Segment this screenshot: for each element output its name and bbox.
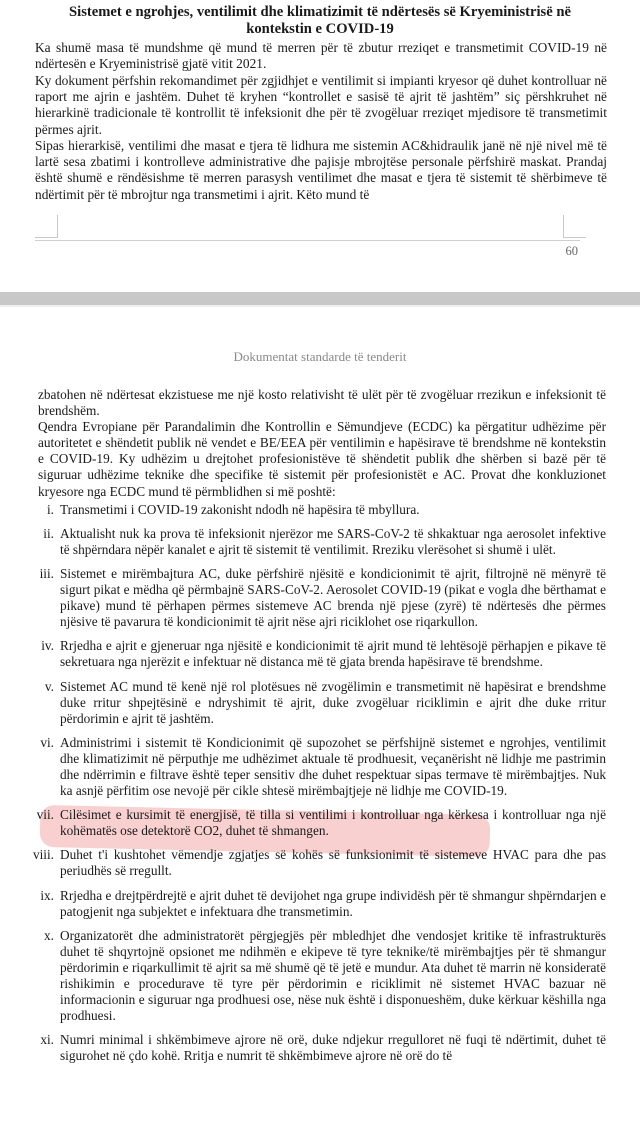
page-separator bbox=[0, 292, 640, 305]
list-item bbox=[38, 928, 606, 1025]
page-number: 60 bbox=[565, 244, 578, 258]
list-item-text: Organizatorët dhe administratorët përgjegjës për mbledhjet dhe vendosjet kritike të infrastrukturës duhet të shqyrtojnë opsionet me ndihmën e ekipeve të tyre teknike/të mirëmbajtjes për të shmangur përdorimin e riqarkullimit të ajrit sa më shumë që të jetë e mundur. Ata duhet të marrin në konsideratë rishikimin e procedurave të tyre për përdorimin e riciklimit në sistemet HVAC bazuar në informacionin e siguruar nga prodhuesi ose, nëse nuk është i disponueshëm, duke kërkuar këshilla nga prodhuesi. bbox=[60, 927, 606, 1024]
intro-paragraph: zbatohen në ndërtesat ekzistuese me një kosto relativisht të ulët për të zvogëluar rrezikun e infeksionit të brendshëm. bbox=[38, 387, 606, 419]
list-item bbox=[38, 735, 606, 799]
page-edge bbox=[0, 305, 640, 307]
document-page-61 bbox=[0, 305, 640, 1131]
list-item-number: x. bbox=[44, 927, 54, 943]
list-item-text: Administrimi i sistemit të Kondicionimit që supozohet se përfshijnë sistemet e ngrohjes, ventilimit dhe klimatizimit në përputhje me udhëzimet aktuale të prodhuesit, veçanërisht në lidhje me pastrimin dhe ndërrimin e filtrave është teper sensitiv dhe duhet respektuar sipas termave të mirëmbajtjes. Nuk ka asnjë përfitim ose nevojë për cikle shtesë mirëmbajtjeje në lidhje me COVID-19. bbox=[60, 734, 606, 799]
list-item bbox=[38, 807, 606, 839]
page-body bbox=[32, 387, 606, 1072]
list-item-number: i. bbox=[46, 501, 54, 517]
list-item-text: Sistemet AC mund të kenë një rol plotësues në zvogëlimin e transmetimit në hapësirat e brendshme duke rritur shpejtësinë e ndryshimit të ajrit, duke zvogëluar riciklimin e ajrit dhe duke rritur përdorimin e ajrit të jashtëm. bbox=[60, 678, 606, 726]
list-item-text: Aktualisht nuk ka prova të infeksionit njerëzor me SARS-CoV-2 të shkaktuar nga aerosolet infektive të shpërndara nëpër kanalet e ajrit të sistemit të ventilimit. Rreziku vlerësohet si shumë i ulët. bbox=[60, 525, 606, 557]
list-item-text: Transmetimi i COVID-19 zakonisht ndodh në hapësira të mbyllura. bbox=[60, 501, 420, 517]
list-item bbox=[38, 1032, 606, 1064]
crop-mark-right bbox=[563, 215, 586, 238]
ecdc-paragraph: Qendra Evropiane për Parandalimin dhe Kontrollin e Sëmundjeve (ECDC) ka përgatitur udhëzime për autoritetet e shëndetit publik në vendet e BE/EEA për ventilimin e hapësirave të brendshme në kontekstin e COVID-19. Ky udhëzim u drejtohet profesionistëve të shëndetit publik dhe shërben si bazë për të siguruar udhëzime teknike dhe specifike të sistemit për profesionistët e AC. Provat dhe konkluzionet kryesore nga ECDC mund të përmblidhen si më poshtë: bbox=[38, 419, 606, 499]
list-item-text: Numri minimal i shkëmbimeve ajrore në orë, duke ndjekur rregulloret në fuqi të ndërtimit, duhet të sigurohet në çdo kohë. Rritja e numrit të shkëmbimeve ajrore në orë do të bbox=[60, 1032, 606, 1064]
list-item bbox=[32, 847, 606, 879]
list-item-number: vi. bbox=[40, 734, 54, 750]
list-item-number: iv. bbox=[41, 638, 54, 654]
list-item bbox=[38, 888, 606, 920]
list-item bbox=[38, 526, 606, 558]
findings-list bbox=[32, 501, 606, 1065]
running-header: Dokumentat standarde të tenderit bbox=[233, 349, 407, 364]
list-item bbox=[38, 638, 606, 670]
list-item-text: Rrjedha e drejtpërdrejtë e ajrit duhet të devijohet nga grupe individësh për të shmangur shpërndarjen e patogjenit nga subjektet e infektuara dhe transmetimin. bbox=[60, 887, 606, 919]
list-item-number: viii. bbox=[32, 847, 54, 863]
paragraph-2: Ky dokument përfshin rekomandimet për zgjidhjet e ventilimit si impianti kryesor që duhet kontrolluar në raport me ajrin e jashtëm. Duhet të kryhen “kontrollet e sasisë të ajrit të jashtëm” siç përshkruhet në hierarkinë tradicionale të kontrollit të infeksionit dhe për të zvogëluar rreziqet mjedisore të transmetimit përmes ajrit. bbox=[35, 73, 607, 137]
list-item bbox=[38, 502, 606, 518]
list-item-text: Cilësimet e kursimit të energjisë, të tilla si ventilimi i kontrolluar nga kërkesa i kontrolluar nga një kohëmatës ose detektorë CO2, duhet të shmangen. bbox=[60, 807, 606, 839]
list-item-number: ii. bbox=[43, 525, 54, 541]
list-item bbox=[38, 566, 606, 630]
list-item-text: Sistemet e mirëmbajtura AC, duke përfshirë njësitë e kondicionimit të ajrit, filtrojnë në mënyrë të sigurt pikat e mëdha që përmbajnë SARS-CoV-2. Aerosolet COVID-19 (pikat e vogla dhe bërthamat e pikave) mund të përhapen përmes sistemeve AC brenda një pjese (zyrë) të ndërtesës dhe përmes njësive të pavarura të kondicionimit të ajrit nëse ajri riciklohet ose riqarkullon. bbox=[60, 565, 606, 630]
list-item-number: vii. bbox=[36, 807, 54, 823]
list-item bbox=[38, 679, 606, 727]
list-item-number: v. bbox=[44, 678, 54, 694]
list-item-number: iii. bbox=[39, 565, 54, 581]
list-item-number: ix. bbox=[40, 887, 54, 903]
crop-mark-left bbox=[35, 215, 58, 238]
list-item-number: xi. bbox=[40, 1032, 54, 1048]
document-page-60 bbox=[0, 0, 640, 290]
list-item-text: Duhet t'i kushtohet vëmendje zgjatjes së kohës së funksionimit të sistemeve HVAC para dhe pas periudhës së rregullt. bbox=[60, 847, 606, 879]
paragraph-1: Ka shumë masa të mundshme që mund të merren për të zbutur rreziqet e transmetimit COVID-19 në ndërtesën e Kryeministrisë gjatë vitit 2021. bbox=[35, 40, 607, 72]
list-item-text: Rrjedha e ajrit e gjeneruar nga njësitë e kondicionimit të ajrit mund të lehtësojë përhapjen e pikave të sekretuara nga njerëzit e infektuar në distanca më të gjata brenda hapësirave të brendshme. bbox=[60, 638, 606, 670]
paragraph-3: Sipas hierarkisë, ventilimi dhe masat e tjera të lidhura me sistemin AC&hidraulik janë në një nivel më të lartë sesa zbatimi i kontrolleve administrative dhe pajisje mbrojtëse personale përfshirë maskat. Prandaj është shumë e rëndësishme të merren parasysh ventilimet dhe masat e tjera të sistemit të shërbimeve të ndërtimit për të mbrojtur nga transmetimi i ajrit. Këto mund të bbox=[35, 138, 607, 202]
section-title: Sistemet e ngrohjes, ventilimit dhe klimatizimit të ndërtesës së Kryeministrisë në kontekstin e COVID-19 bbox=[69, 4, 571, 37]
footer-rule bbox=[35, 240, 580, 241]
